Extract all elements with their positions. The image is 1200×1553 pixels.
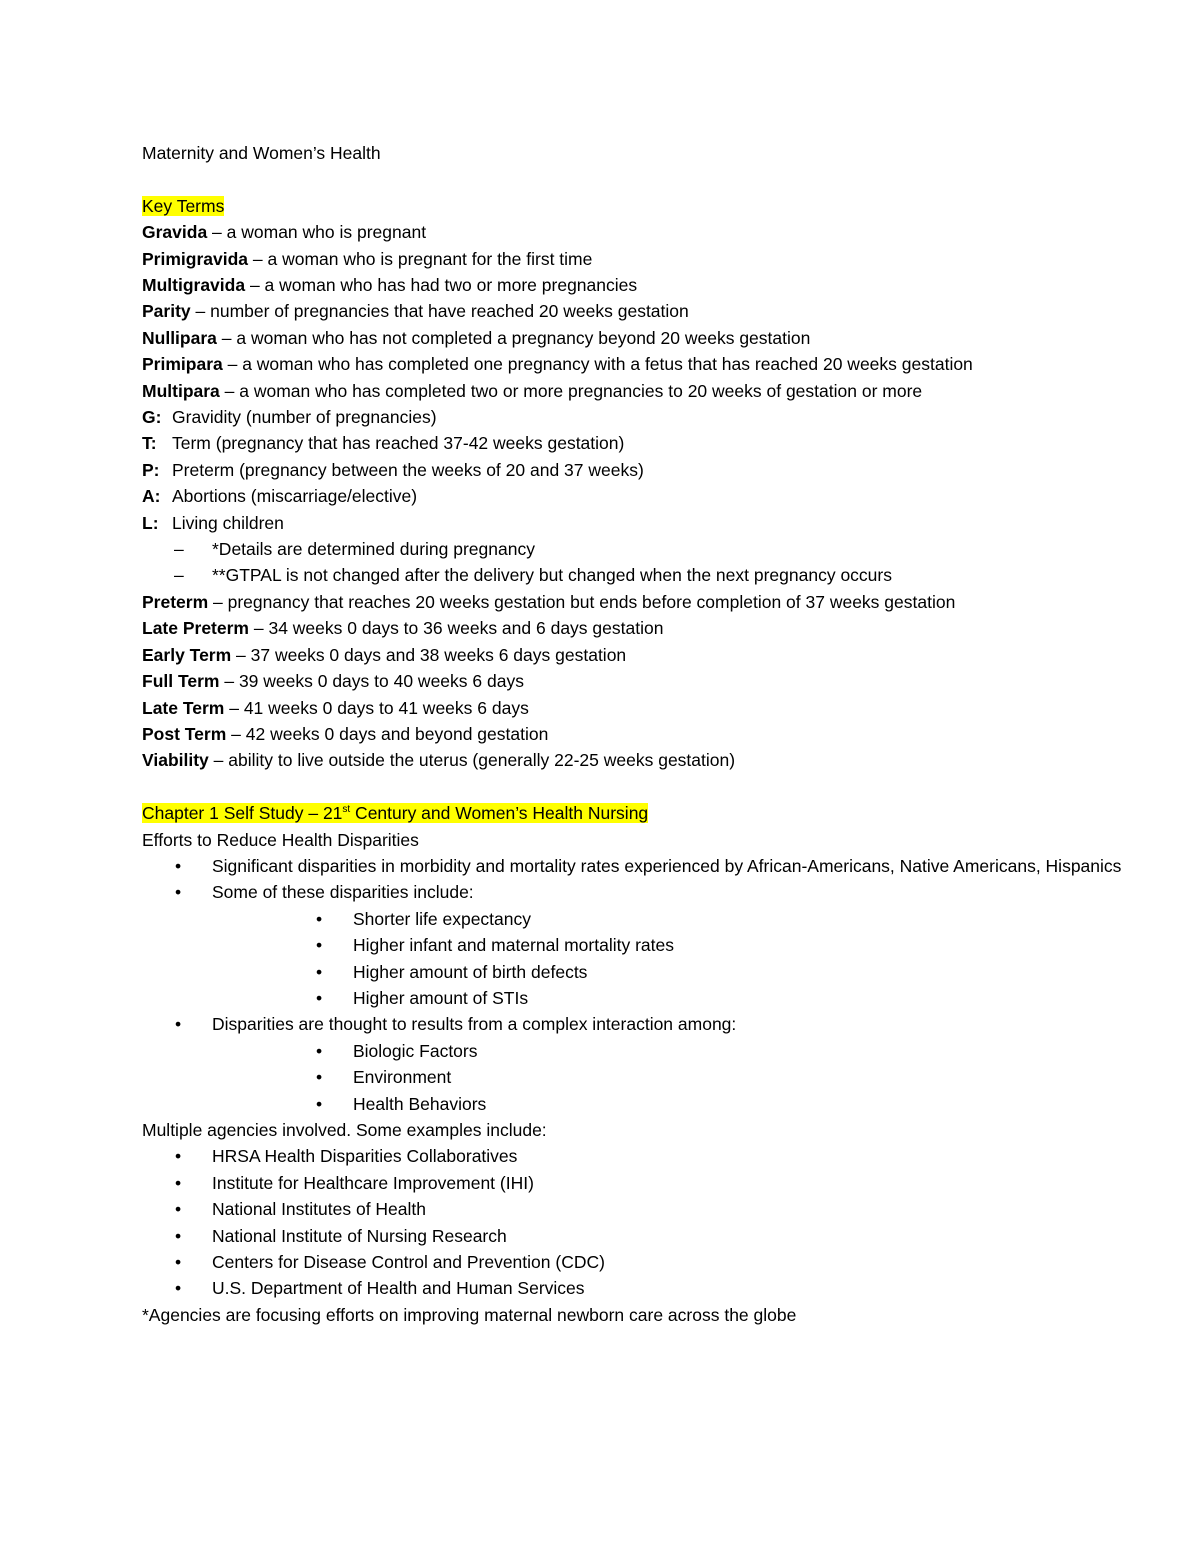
bullet-icon: • [175,1199,182,1220]
term: Primipara [142,354,223,375]
gtpal-t: T: Term (pregnancy that has reached 37-42 weeks gestation) [142,433,625,454]
sub-bullet-item: • Higher amount of STIs [142,985,1142,1011]
bullet-icon: • [175,1225,182,1246]
chapter1-subheading: Efforts to Reduce Health Disparities [142,829,419,850]
definition-full-term: Full Term – 39 weeks 0 days to 40 weeks 6 days [142,671,524,692]
gtpal-a: A: Abortions (miscarriage/elective) [142,486,418,507]
agency-item: • HRSA Health Disparities Collaboratives [142,1143,1142,1169]
gtpal-note: – *Details are determined during pregnancy [142,536,1142,562]
term: Late Term [142,697,225,718]
sub-bullet-item: • Environment [142,1064,1142,1090]
dash-bullet: – [174,539,184,560]
term: Preterm [142,591,209,612]
bullet-item: • Some of these disparities include: [142,879,1142,905]
spacer [142,774,1142,800]
agency-item: • Centers for Disease Control and Prevention (CDC) [142,1249,1142,1275]
definition-text: a woman who has not completed a pregnancy beyond 20 weeks gestation [236,327,811,348]
agencies-intro: Multiple agencies involved. Some examples include: [142,1120,547,1140]
bullet-icon: • [316,935,323,956]
agency-item: • Institute for Healthcare Improvement (IHI) [142,1170,1142,1196]
spacer [142,166,1142,192]
sub-bullet-item: • Shorter life expectancy [142,906,1142,932]
definition-multigravida: Multigravida – a woman who has had two or more pregnancies [142,275,638,296]
bullet-icon: • [316,987,323,1008]
agency-item: • National Institute of Nursing Research [142,1223,1142,1249]
term: Late Preterm [142,618,249,639]
agency-item: • National Institutes of Health [142,1196,1142,1222]
bullet-icon: • [175,855,182,876]
term: Viability [142,750,209,771]
definition-text: number of pregnancies that have reached 20 weeks gestation [210,301,689,322]
sub-bullet-item: • Higher amount of birth defects [142,959,1142,985]
definition-multipara: Multipara – a woman who has completed two or more pregnancies to 20 weeks of gestation or more [142,380,923,401]
definition-viability: Viability – ability to live outside the uterus (generally 22-25 weeks gestation) [142,750,736,771]
key-terms-heading: Key Terms [142,195,225,216]
gtpal-g: G: Gravidity (number of pregnancies) [142,407,437,428]
bullet-item: • Significant disparities in morbidity and mortality rates experienced by African-Americans, Native Americans, Hispanics [142,853,1142,879]
gtpal-note: – **GTPAL is not changed after the delivery but changed when the next pregnancy occurs [142,562,1142,588]
bullet-icon: • [316,961,323,982]
definition-text: a woman who has completed one pregnancy with a fetus that has reached 20 weeks gestation [242,354,973,375]
bullet-icon: • [316,1067,323,1088]
agency-item: • U.S. Department of Health and Human Services [142,1275,1142,1301]
definition-text: a woman who is pregnant [226,222,427,243]
definition-primipara: Primipara – a woman who has completed one pregnancy with a fetus that has reached 20 weeks gestation [142,354,973,375]
term: Multigravida [142,275,246,296]
definition-nullipara: Nullipara – a woman who has not completed a pregnancy beyond 20 weeks gestation [142,327,811,348]
term: Early Term [142,644,232,665]
footer-note: *Agencies are focusing efforts on improving maternal newborn care across the globe [142,1304,797,1325]
definition-text: a woman who has completed two or more pregnancies to 20 weeks of gestation or more [239,380,923,401]
bullet-icon: • [175,1278,182,1299]
definition-preterm: Preterm – pregnancy that reaches 20 weeks gestation but ends before completion of 37 weeks gestation [142,591,956,612]
gtpal-p: P: Preterm (pregnancy between the weeks of 20 and 37 weeks) [142,459,644,480]
term: Post Term [142,723,227,744]
definition-post-term: Post Term – 42 weeks 0 days and beyond gestation [142,723,549,744]
term: Full Term [142,671,220,692]
definition-parity: Parity – number of pregnancies that have reached 20 weeks gestation [142,301,689,322]
bullet-icon: • [175,1014,182,1035]
bullet-icon: • [316,908,323,929]
definition-early-term: Early Term – 37 weeks 0 days and 38 weeks 6 days gestation [142,644,627,665]
document-page [142,140,1142,1328]
definition-primigravida: Primigravida – a woman who is pregnant for the first time [142,248,593,269]
definition-late-term: Late Term – 41 weeks 0 days to 41 weeks 6 days [142,697,529,718]
gtpal-l: L: Living children [142,512,284,533]
definition-late-preterm: Late Preterm – 34 weeks 0 days to 36 weeks and 6 days gestation [142,618,664,639]
bullet-icon: • [316,1040,323,1061]
bullet-icon: • [175,1172,182,1193]
bullet-item: • Disparities are thought to results from a complex interaction among: [142,1011,1142,1037]
term: Multipara [142,380,220,401]
term: Primigravida [142,248,249,269]
sub-bullet-item: • Health Behaviors [142,1091,1142,1117]
bullet-icon: • [175,1146,182,1167]
chapter1-heading: Chapter 1 Self Study – 21st Century and Women’s Health Nursing [142,803,649,824]
term: Nullipara [142,327,217,348]
definition-gravida: Gravida – a woman who is pregnant [142,222,427,243]
bullet-icon: • [175,882,182,903]
term: Parity [142,301,191,322]
definition-text: a woman who is pregnant for the first time [267,248,593,269]
definition-text: a woman who has had two or more pregnancies [264,275,638,296]
sub-bullet-item: • Biologic Factors [142,1038,1142,1064]
document-title: Maternity and Women’s Health [142,143,381,163]
sub-bullet-item: • Higher infant and maternal mortality rates [142,932,1142,958]
dash-bullet: – [174,565,184,586]
term: Gravida [142,222,208,243]
bullet-icon: • [316,1093,323,1114]
bullet-icon: • [175,1252,182,1273]
